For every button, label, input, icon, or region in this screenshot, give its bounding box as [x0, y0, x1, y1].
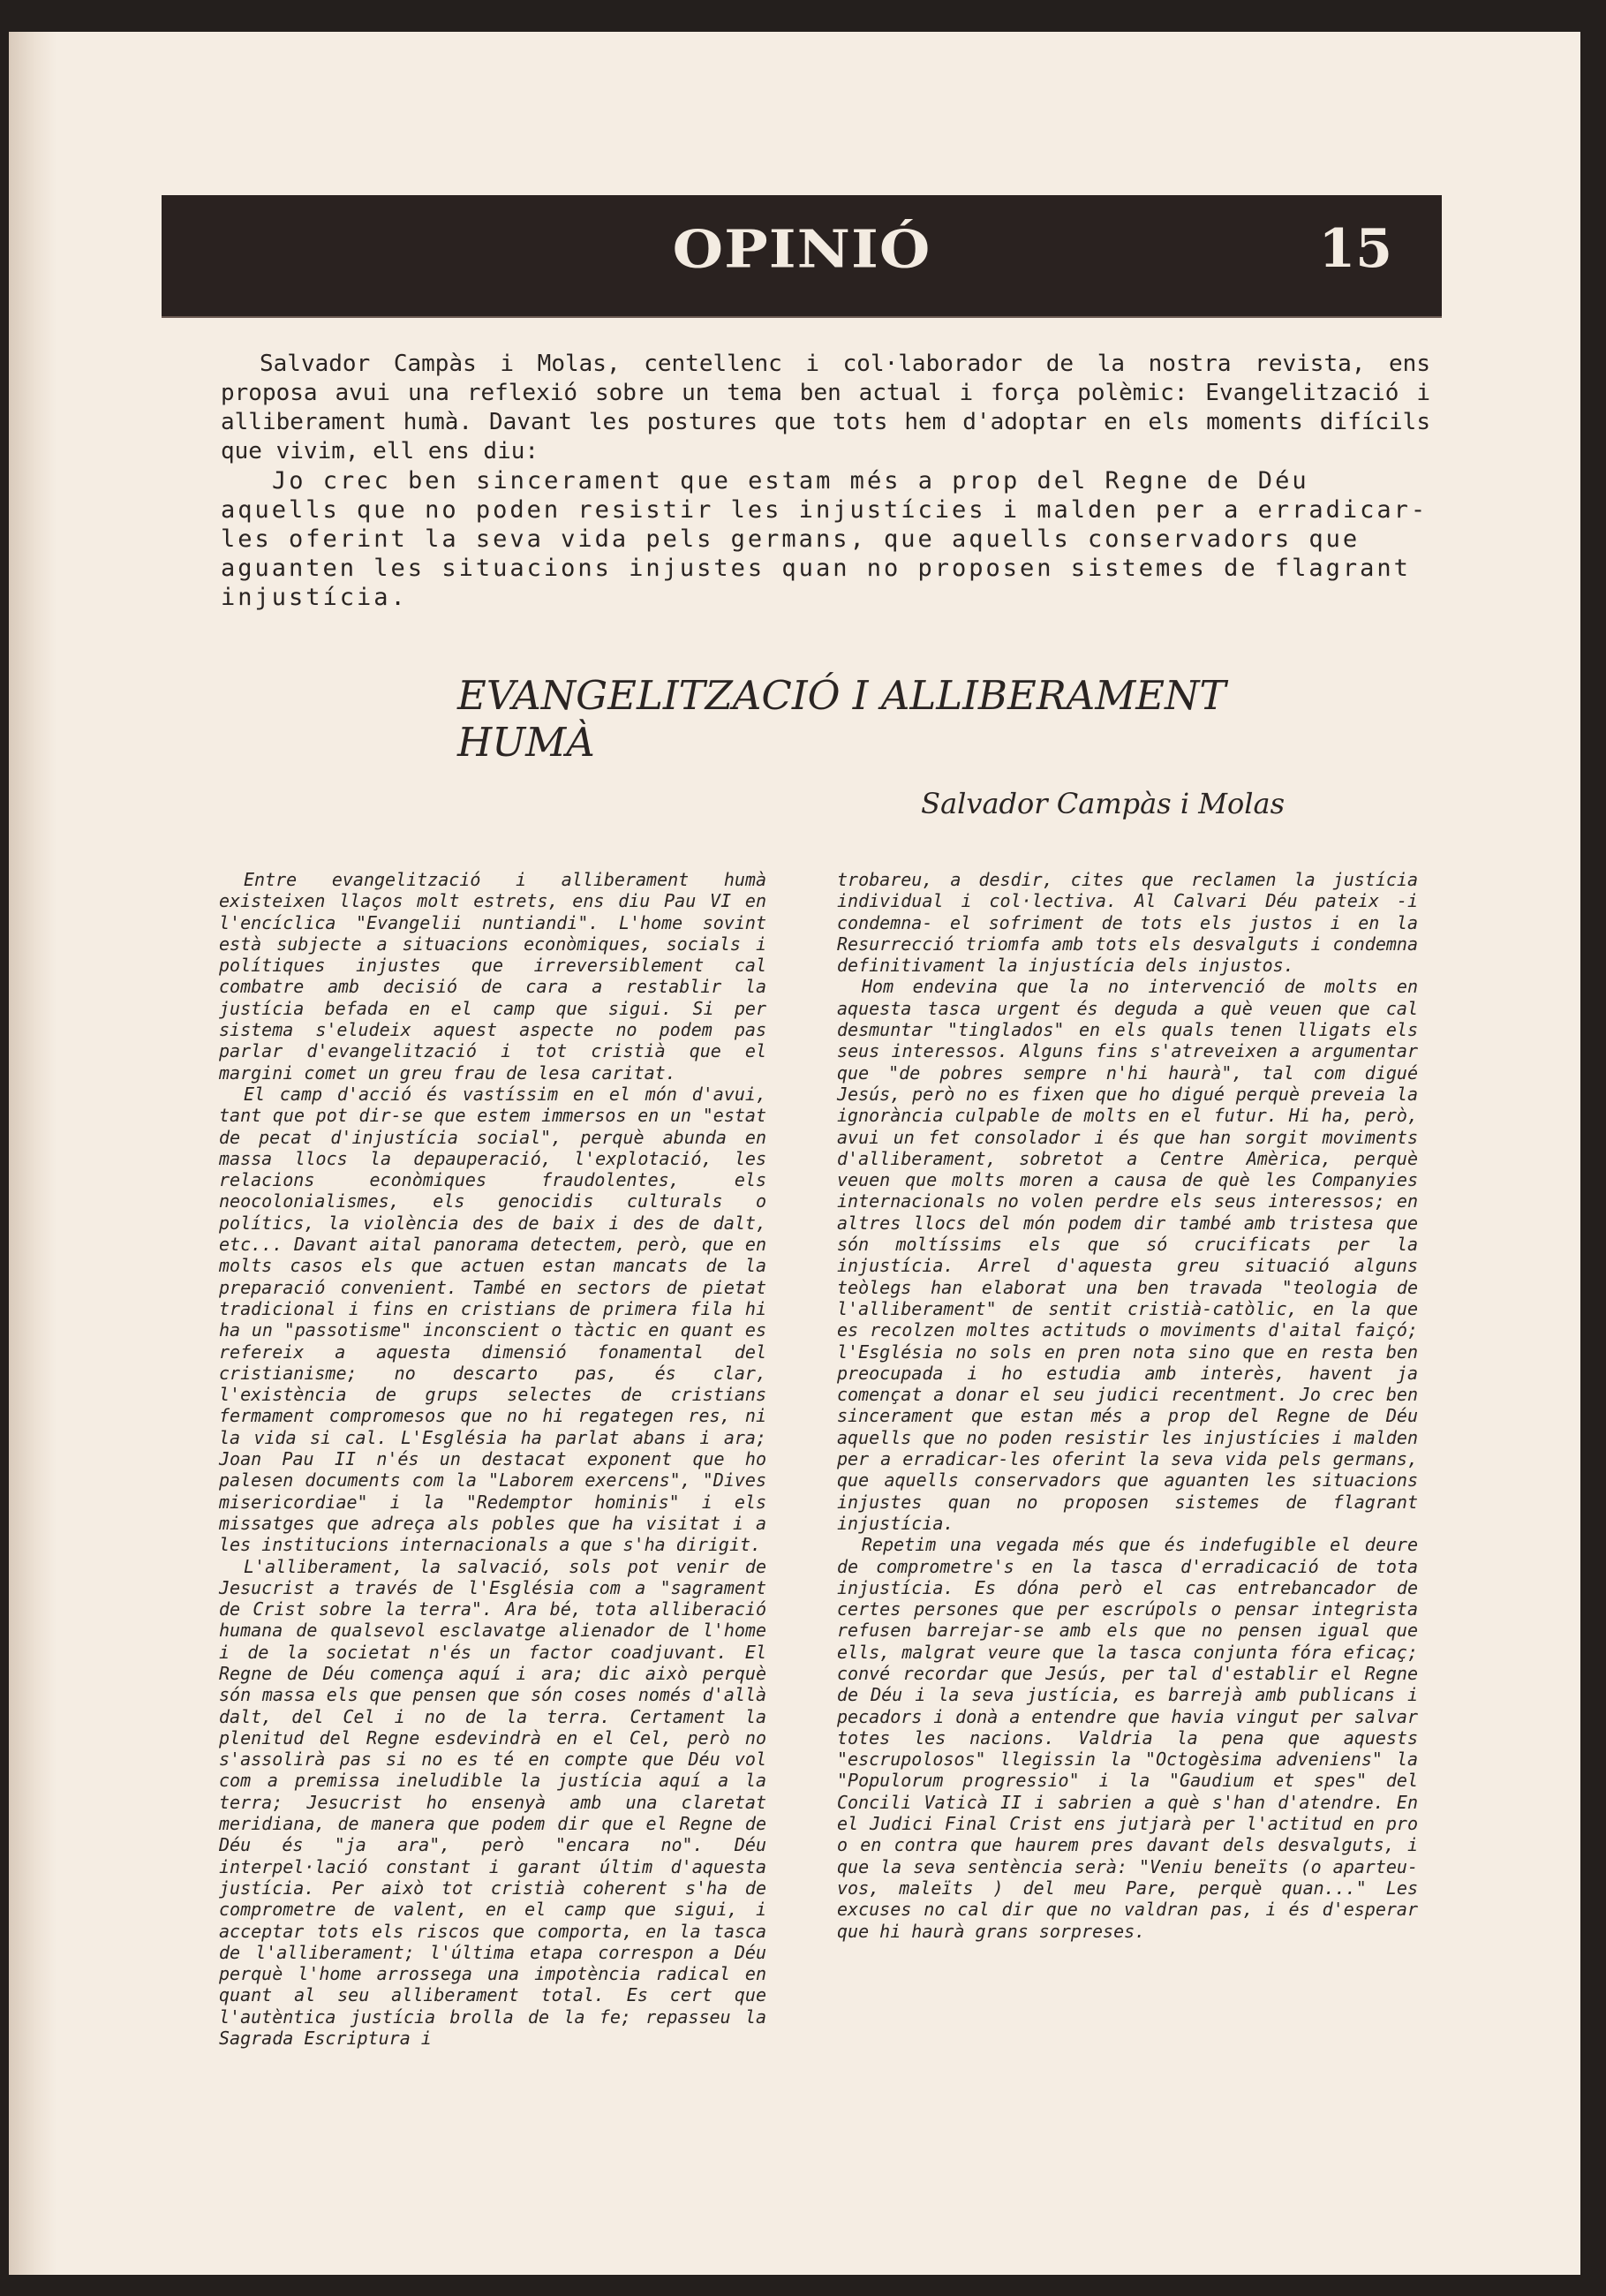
- article-author: Salvador Campàs i Molas: [921, 787, 1285, 820]
- page-gutter: [9, 32, 57, 2275]
- section-header: [162, 195, 1442, 316]
- article-title: [457, 672, 1252, 766]
- intro-quote: Jo crec ben sincerament que estam més a prop del Regne de Déu aquells que no poden resistir les injustícies i malden per a erradicar-les oferint la seva vida pels germans, que aquells conservadors que aguanten les situacions injustes quan no proposen sistemes de flagrant injustícia.: [221, 467, 1429, 611]
- section-title: OPINIÓ: [672, 217, 931, 281]
- article-title-line2: HUMÀ: [457, 719, 595, 766]
- intro-paragraph: Salvador Campàs i Molas, centellenc i col·laborador de la nostra revista, ens proposa avui una reflexió sobre un tema ben actual i força polèmic: Evangelització i alliberament humà. Davant les postures que tots hem d'adoptar en els moments difícils que vivim, ell ens diu:: [221, 351, 1430, 464]
- article-paragraph: Entre evangelització i alliberament humà existeixen llaços molt estrets, ens diu Pau VI en l'encíclica "Evangelii nuntiandi". L'home sovint està subjecte a situacions econòmiques, socials i polítiques injustes que irreversiblement cal combatre amb decisió de cara a restablir la justícia befada en el camp que sigui. Si per sistema s'eludeix aquest aspecte no podem pas parlar d'evangelització i tot cristià que el margini comet un greu frau de lesa caritat.: [219, 869, 766, 1084]
- article-paragraph: trobareu, a desdir, cites que reclamen la justícia individual i col·lectiva. Al Calvari Déu pateix -i condemna- el sofriment de tots els justos i en la Resurrecció triomfa amb tots els desvalguts i condemna definitivament la injustícia dels injustos.: [837, 869, 1418, 977]
- article-paragraph: El camp d'acció és vastíssim en el món d'avui, tant que pot dir-se que estem immersos en un "estat de pecat d'injustícia social", perquè abunda en massa llocs la depauperació, l'explotació, les relacions econòmiques fraudolentes, els neocolonialismes, els genocidis culturals o polítics, la violència des de baix i des de dalt, etc... Davant aital panorama detectem, però, que en molts casos els que actuen estan mancats de la preparació convenient. També en sectors de pietat tradicional i fins en cristians de primera fila hi ha un "passotisme" inconscient o tàctic en quant es refereix a aquesta dimensió fonamental del cristianisme; no descarto pas, és clar, l'existència de grups selectes de cristians fermament compromesos que no hi regategen res, ni la vida si cal. L'Església ha parlat abans i ara; Joan Pau II n'és un destacat exponent que ho palesen documents com la "Laborem exercens", "Dives misericordiae" i la "Redemptor hominis" i els missatges que adreça als pobles que ha visitat i a les institucions internacionals a que s'ha dirigit.: [219, 1083, 766, 1556]
- article-paragraph: Repetim una vegada més que és indefugible el deure de comprometre's en la tasca d'erradicació de tota injustícia. Es dóna però el cas entrebancador de certes persones que per escrúpols o pensar integrista refusen barrejar-se amb els que no pensen igual que ells, malgrat veure que la tasca conjunta fóra eficaç; convé recordar que Jesús, per tal d'establir el Regne de Déu i la seva justícia, es barrejà amb publicans i pecadors i donà a entendre que havia vingut per salvar totes les nacions. Valdria la pena que aquests "escrupolosos" llegissin la "Octogèsima adveniens" la "Populorum progressio" i la "Gaudium et spes" del Concili Vaticà II i sabrien a què s'han d'atendre. En el Judici Final Crist ens jutjarà per l'actitud en pro o en contra que haurem pres davant dels desvalguts, i que la seva sentència serà: "Veniu beneïts (o aparteu-vos, maleïts ) del meu Pare, perquè quan..." Les excuses no cal dir que no valdran pas, i és d'esperar que hi haurà grans sorpreses.: [837, 1534, 1418, 1942]
- article-title-line1: EVANGELITZACIÓ I ALLIBERAMENT: [457, 672, 1226, 719]
- article-column-left: [219, 869, 766, 2049]
- article-column-right: [837, 869, 1418, 1942]
- magazine-page: [9, 32, 1580, 2275]
- editorial-intro: [221, 350, 1430, 612]
- article-paragraph: L'alliberament, la salvació, sols pot venir de Jesucrist a través de l'Església com a "sagrament de Crist sobre la terra". Ara bé, tota alliberació humana de qualsevol esclavatge alienador de l'home i de la societat n'és un factor coadjuvant. El Regne de Déu comença aquí i ara; dic això perquè són massa els que pensen que són coses només d'allà dalt, del Cel i no de la terra. Certament la plenitud del Regne esdevindrà en el Cel, però no s'assolirà pas si no es té en compte que Déu vol com a premissa ineludible la justícia aquí a la terra; Jesucrist ho ensenyà amb una claretat meridiana, de manera que podem dir que el Regne de Déu és "ja ara", però "encara no". Déu interpel·lació constant i garant últim d'aquesta justícia. Per això tot cristià coherent s'ha de comprometre de valent, en el camp que sigui, i acceptar tots els riscos que comporta, en la tasca de l'alliberament; l'última etapa correspon a Déu perquè l'home arrossega una impotència radical en quant al seu alliberament total. Es cert que l'autèntica justícia brolla de la fe; repasseu la Sagrada Escriptura i: [219, 1555, 766, 2050]
- page-number: 15: [1318, 218, 1392, 280]
- article-paragraph: Hom endevina que la no intervenció de molts en aquesta tasca urgent és deguda a què veuen que cal desmuntar "tinglados" en els quals tenen lligats els seus interessos. Alguns fins s'atreveixen a argumentar que "de pobres sempre n'hi haurà", tal com digué Jesús, però no es fixen que ho digué perquè preveia la ignorància culpable de molts en el futur. Hi ha, però, avui un fet consolador i és que han sorgit moviments d'alliberament, sobretot a Centre Amèrica, perquè veuen que molts moren a causa de què les Companyies internacionals no volen perdre els seus interessos; en altres llocs del món podem dir també amb tristesa que són moltíssims els que só crucificats per la injustícia. Arrel d'aquesta greu situació alguns teòlegs han elaborat una ben travada "teologia de l'alliberament" de sentit cristià-catòlic, en la que es recolzen moltes actituds o moviments d'aital faiçó; l'Església no sols en pren nota sino que en resta ben preocupada i ho estudia amb interès, havent ja començat a donar el seu judici recentment. Jo crec ben sincerament que estan més a prop del Regne de Déu aquells que no poden resistir les injustícies i malden per a erradicar-les oferint la seva vida pels germans, que aquells conservadors que aguanten les situacions injustes quan no proposen sistemes de flagrant injustícia.: [837, 976, 1418, 1534]
